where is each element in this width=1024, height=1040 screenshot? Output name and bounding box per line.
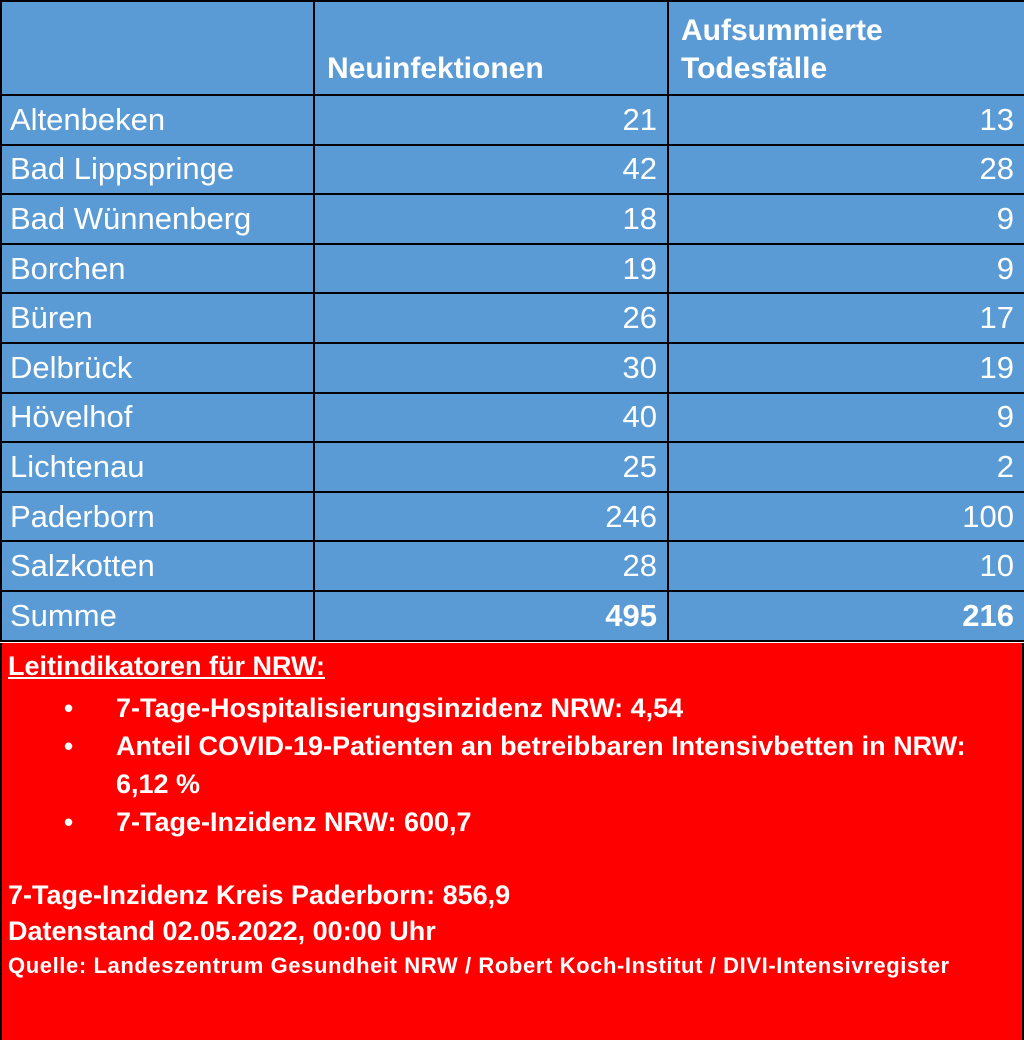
row-municipality: Borchen — [1, 244, 314, 294]
table-row — [1, 541, 1024, 591]
table-row — [1, 293, 1024, 343]
header-municipality — [1, 1, 314, 95]
row-municipality: Delbrück — [1, 343, 314, 393]
row-municipality: Büren — [1, 293, 314, 343]
sum-cumulative-deaths: 216 — [668, 591, 1024, 641]
row-cumulative-deaths: 9 — [668, 393, 1024, 443]
row-municipality: Salzkotten — [1, 541, 314, 591]
row-cumulative-deaths: 9 — [668, 194, 1024, 244]
row-new-infections: 21 — [314, 95, 668, 145]
lead-indicators-box — [0, 643, 1024, 1040]
row-new-infections: 30 — [314, 343, 668, 393]
indicator-item — [64, 727, 1016, 803]
data-status: Datenstand 02.05.2022, 00:00 Uhr — [8, 916, 436, 946]
row-new-infections: 19 — [314, 244, 668, 294]
row-municipality: Altenbeken — [1, 95, 314, 145]
indicator-text: Anteil COVID-19-Patienten an betreibbaren Intensivbetten in NRW: 6,12 % — [116, 731, 966, 799]
row-cumulative-deaths: 10 — [668, 541, 1024, 591]
row-new-infections: 18 — [314, 194, 668, 244]
table-row — [1, 244, 1024, 294]
table-row — [1, 442, 1024, 492]
bullet-icon: • — [64, 693, 74, 723]
indicator-text: 7-Tage-Hospitalisierungsinzidenz NRW: 4,54 — [116, 693, 684, 723]
row-cumulative-deaths: 17 — [668, 293, 1024, 343]
bullet-icon: • — [64, 807, 74, 837]
district-incidence: 7-Tage-Inzidenz Kreis Paderborn: 856,9 — [8, 880, 511, 910]
sum-new-infections: 495 — [314, 591, 668, 641]
table-row — [1, 343, 1024, 393]
table-row — [1, 492, 1024, 542]
row-municipality: Bad Lippspringe — [1, 145, 314, 195]
header-cumulative-deaths: Aufsummierte Todesfälle — [668, 1, 1024, 95]
sum-label: Summe — [1, 591, 314, 641]
indicator-item — [64, 803, 1016, 841]
indicator-list — [8, 689, 1016, 841]
table-row — [1, 194, 1024, 244]
table-row — [1, 393, 1024, 443]
row-cumulative-deaths: 19 — [668, 343, 1024, 393]
header-new-infections: Neuinfektionen — [314, 1, 668, 95]
indicator-text: 7-Tage-Inzidenz NRW: 600,7 — [116, 807, 472, 837]
row-new-infections: 246 — [314, 492, 668, 542]
row-municipality: Paderborn — [1, 492, 314, 542]
row-new-infections: 40 — [314, 393, 668, 443]
row-municipality: Bad Wünnenberg — [1, 194, 314, 244]
data-source: Quelle: Landeszentrum Gesundheit NRW / Robert Koch-Institut / DIVI-Intensivregister — [8, 953, 950, 978]
row-cumulative-deaths: 9 — [668, 244, 1024, 294]
row-municipality: Hövelhof — [1, 393, 314, 443]
bullet-icon: • — [64, 731, 74, 761]
row-cumulative-deaths: 28 — [668, 145, 1024, 195]
lead-indicators-heading: Leitindikatoren für NRW: — [8, 651, 326, 681]
row-new-infections: 25 — [314, 442, 668, 492]
table-body — [1, 95, 1024, 641]
sum-row — [1, 591, 1024, 641]
row-cumulative-deaths: 2 — [668, 442, 1024, 492]
row-cumulative-deaths: 13 — [668, 95, 1024, 145]
table-header-row — [1, 1, 1024, 95]
row-new-infections: 28 — [314, 541, 668, 591]
row-cumulative-deaths: 100 — [668, 492, 1024, 542]
table-row — [1, 145, 1024, 195]
indicator-item — [64, 689, 1016, 727]
row-new-infections: 42 — [314, 145, 668, 195]
table-row — [1, 95, 1024, 145]
row-new-infections: 26 — [314, 293, 668, 343]
row-municipality: Lichtenau — [1, 442, 314, 492]
spacer — [8, 841, 1016, 877]
